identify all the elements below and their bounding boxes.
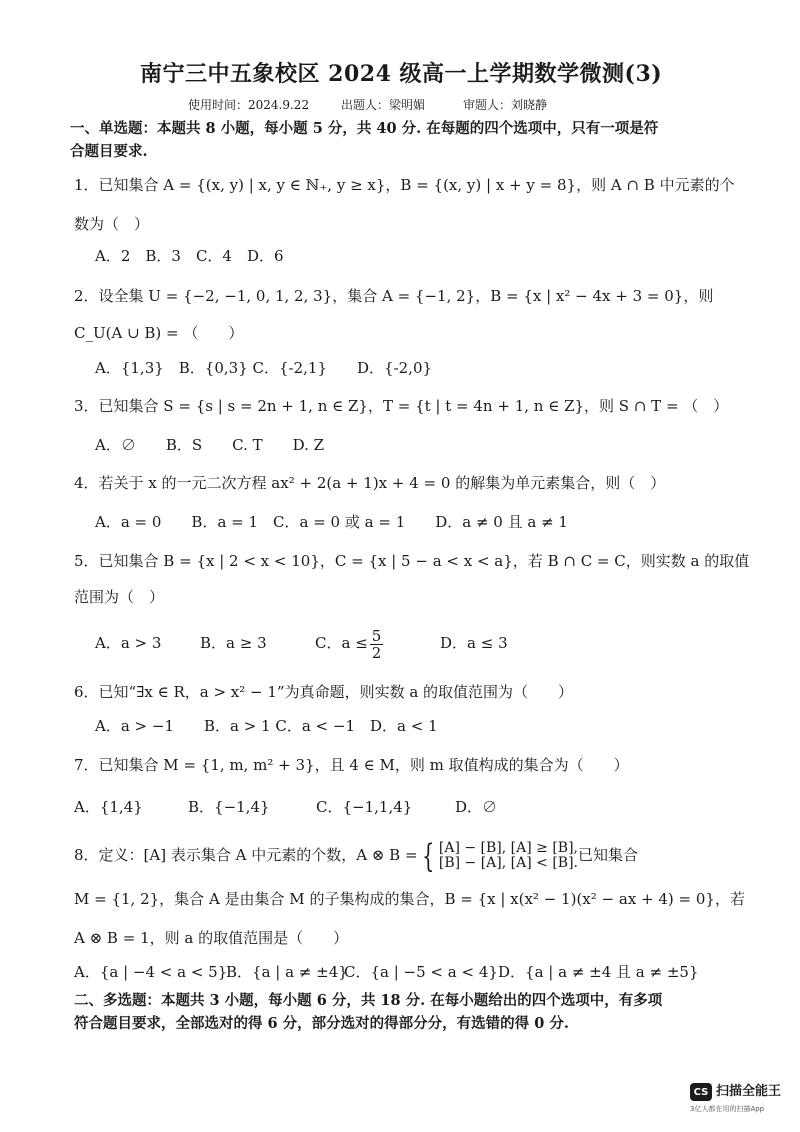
q8-case-2: [B] − [A], [A] < [B]. (438, 855, 578, 871)
fraction-numerator: 5 (371, 626, 382, 645)
q7-option-a: A．{1,4} (74, 798, 143, 816)
q5-option-c (315, 624, 385, 662)
q7-stem: 7．已知集合 M = {1, m, m² + 3}，且 4 ∈ M，则 m 取值构成的集合为（ ） (74, 756, 629, 774)
q5-option-b: B．a ≥ 3 (200, 634, 267, 652)
section-1-heading: 一、单选题：本题共 8 小题，每小题 5 分，共 40 分. 在每题的四个选项中，只有一项是符 (70, 120, 659, 137)
q2-stem-cont: C_U(A ∪ B) = （ ） (74, 324, 244, 342)
q8-option-b: B．{a | a ≠ ±4} (226, 963, 348, 981)
page-title: 南宁三中五象校区 2024 级高一上学期数学微测(3) (140, 61, 663, 87)
camscanner-name: 扫描全能王 (716, 1084, 782, 1099)
camscanner-tagline: 3亿人都在用的扫描App (690, 1105, 765, 1113)
q2-stem: 2．设全集 U = {−2, −1, 0, 1, 2, 3}，集合 A = {−1, 2}，B = {x | x² − 4x + 3 = 0}，则 (74, 287, 714, 305)
q8-case-1: [A] − [B], [A] ≥ [B], (438, 840, 578, 856)
q7-option-c: C．{−1,1,4} (316, 798, 413, 816)
q5-option-c-prefix: C．a ≤ (315, 634, 368, 652)
section-2-heading: 二、多选题：本题共 3 小题，每小题 6 分，共 18 分. 在每小题给出的四个选项中，有多项 (74, 992, 663, 1009)
q8-option-c: C．{a | −5 < a < 4} (344, 963, 498, 981)
q8-stem-prefix: 8．定义：[A] 表示集合 A 中元素的个数，A ⊗ B = (74, 846, 418, 864)
q8-stem-suffix: 已知集合 (577, 846, 638, 864)
q5-option-c-fraction (370, 628, 384, 661)
q8-stem-cont-2: A ⊗ B = 1，则 a 的取值范围是（ ） (74, 929, 349, 947)
q8-piecewise (439, 841, 578, 871)
q8-option-a: A．{a | −4 < a < 5} (74, 963, 228, 981)
q4-stem: 4．若关于 x 的一元二次方程 ax² + 2(a + 1)x + 4 = 0 的解集为单元素集合，则（ ） (74, 474, 666, 492)
q8-stem (74, 837, 638, 875)
usage-date: 使用时间：2024.9.22 (188, 98, 310, 112)
q6-options: A．a > −1 B．a > 1 C．a < −1 D．a < 1 (95, 717, 438, 735)
q7-option-d: D．∅ (455, 798, 498, 816)
q1-stem: 1．已知集合 A = {(x, y) | x, y ∈ ℕ₊, y ≥ x}，B = {(x, y) | x + y = 8}，则 A ∩ B 中元素的个 (74, 176, 735, 194)
q1-options: A．2 B．3 C．4 D．6 (95, 247, 284, 265)
camscanner-logo: CS (690, 1083, 712, 1101)
fraction-denominator: 2 (371, 643, 382, 662)
q3-options: A．∅ B．S C. T D. Z (95, 436, 325, 454)
q2-options: A．{1,3} B．{0,3} C．{-2,1} D．{-2,0} (95, 359, 433, 377)
q8-option-d: D．{a | a ≠ ±4 且 a ≠ ±5} (498, 963, 699, 981)
section-1-heading-cont: 合题目要求. (70, 143, 148, 160)
q8-stem-cont: M = {1, 2}，集合 A 是由集合 M 的子集构成的集合，B = {x | x(x² − 1)(x² − ax + 4) = 0}，若 (74, 890, 745, 908)
question-reviewer: 审题人：刘晓静 (463, 98, 548, 112)
q6-stem: 6．已知“∃x ∈ R，a > x² − 1”为真命题，则实数 a 的取值范围为（ ） (74, 683, 574, 701)
q5-option-a: A．a > 3 (95, 634, 162, 652)
q5-stem: 5．已知集合 B = {x | 2 < x < 10}，C = {x | 5 − a < x < a}，若 B ∩ C = C，则实数 a 的取值 (74, 552, 750, 570)
left-brace-icon: { (421, 837, 434, 875)
question-author: 出题人：梁明媚 (341, 98, 426, 112)
q7-option-b: B．{−1,4} (188, 798, 270, 816)
q5-stem-cont: 范围为（ ） (74, 588, 165, 606)
q5-option-d: D．a ≤ 3 (440, 634, 508, 652)
q3-stem: 3．已知集合 S = {s | s = 2n + 1, n ∈ Z}，T = {t | t = 4n + 1, n ∈ Z}，则 S ∩ T = （ ） (74, 397, 729, 415)
q1-stem-cont: 数为（ ） (74, 215, 150, 233)
q4-options: A．a = 0 B．a = 1 C．a = 0 或 a = 1 D．a ≠ 0 且 a ≠ 1 (95, 513, 568, 531)
section-2-heading-cont: 符合题目要求，全部选对的得 6 分，部分选对的得部分分，有选错的得 0 分. (74, 1015, 569, 1032)
